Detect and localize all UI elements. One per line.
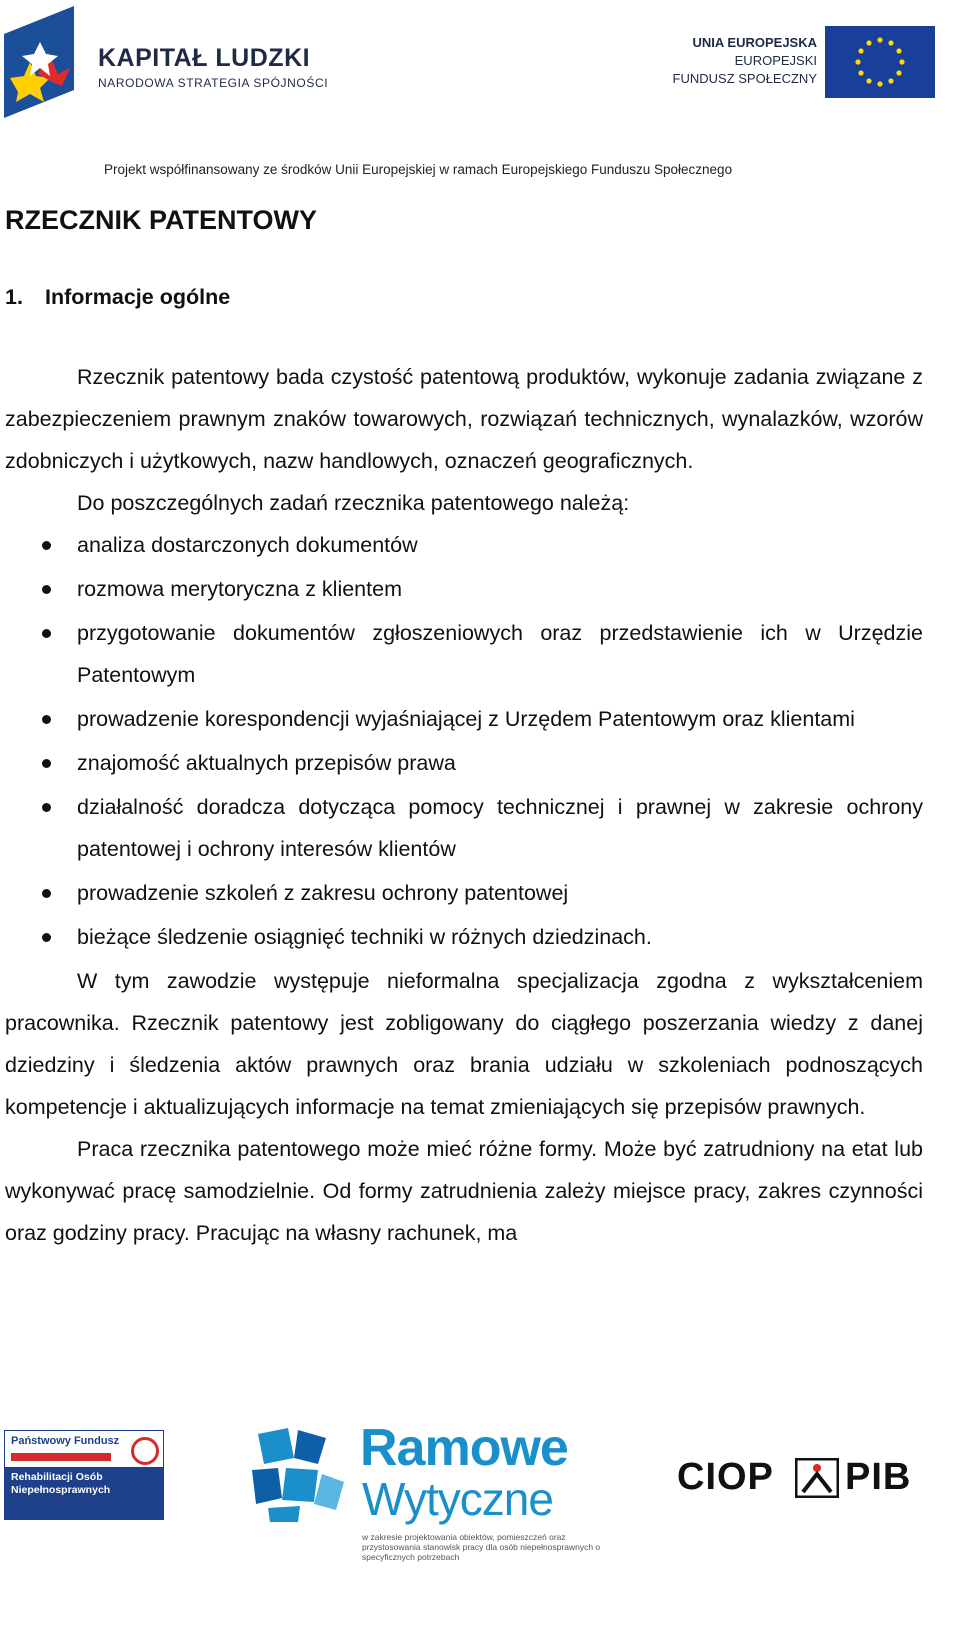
list-item-text: analiza dostarczonych dokumentów bbox=[77, 533, 418, 557]
list-item bbox=[5, 742, 923, 784]
bullet-icon bbox=[42, 541, 51, 550]
pfron-lines bbox=[11, 1471, 110, 1497]
list-item-text: przygotowanie dokumentów zgłoszeniowych oraz przedstawienie ich w Urzędzie Patentowym bbox=[77, 621, 923, 687]
list-item bbox=[5, 872, 923, 914]
kapital-ludzki-subtitle: NARODOWA STRATEGIA SPÓJNOŚCI bbox=[98, 76, 329, 90]
list-item bbox=[5, 916, 923, 958]
bullet-icon bbox=[42, 933, 51, 942]
pfron-logo bbox=[4, 1430, 164, 1520]
kapital-ludzki-logo bbox=[4, 6, 84, 118]
eu-label-line2: EUROPEJSKI bbox=[734, 53, 817, 68]
bullet-icon bbox=[42, 889, 51, 898]
list-item bbox=[5, 568, 923, 610]
list-item bbox=[5, 612, 923, 696]
pfron-line2: Rehabilitacji Osób bbox=[11, 1471, 103, 1483]
bullet-icon bbox=[42, 585, 51, 594]
bullet-icon bbox=[42, 759, 51, 768]
paragraph-work-forms: Praca rzecznika patentowego może mieć różne formy. Może być zatrudniony na etat lub wykonywać pracę samodzielnie. Od formy zatrudnienia zależy miejsce pracy, zakres czynności oraz godziny pracy. Pracując na własny rachunek, ma bbox=[5, 1137, 923, 1245]
page-header bbox=[0, 0, 960, 185]
list-item bbox=[5, 698, 923, 740]
paragraph-description: Rzecznik patentowy bada czystość patentową produktów, wykonuje zadania związane z zabezpieczeniem prawnym znaków towarowych, rozwiązań technicznych, wynalazków, wzorów zdobniczych i użytkowych, nazw handlowych, oznaczeń geograficznych. bbox=[5, 365, 923, 473]
section-number: 1. bbox=[5, 285, 23, 309]
list-item bbox=[5, 786, 923, 870]
bullet-icon bbox=[42, 715, 51, 724]
ciop-text: CIOP bbox=[677, 1456, 774, 1498]
pfron-line3: Niepełnosprawnych bbox=[11, 1484, 111, 1496]
eu-label bbox=[673, 34, 817, 88]
ramowe-subtitle: w zakresie projektowania obiektów, pomieszczeń oraz przystosowania stanowisk pracy dla osób niepełnosprawnych o specyficznych potrzebach bbox=[362, 1532, 601, 1562]
pfron-line1: Państwowy Fundusz bbox=[11, 1435, 120, 1447]
list-item-text: prowadzenie korespondencji wyjaśniającej z Urzędem Patentowym oraz klientami bbox=[77, 707, 855, 731]
ciop-person-icon bbox=[795, 1458, 839, 1498]
ramowe-title: Ramowe bbox=[360, 1419, 568, 1477]
list-item-text: rozmowa merytoryczna z klientem bbox=[77, 577, 402, 601]
pfron-red-stripe bbox=[11, 1453, 111, 1461]
eu-label-line1: UNIA EUROPEJSKA bbox=[692, 35, 817, 50]
document-title: RZECZNIK PATENTOWY bbox=[5, 205, 317, 235]
ramowe-wytyczne-icon bbox=[248, 1424, 348, 1524]
document-body bbox=[5, 198, 923, 1254]
paragraph-specialization: W tym zawodzie występuje nieformalna specjalizacja zgodna z wykształceniem pracownika. Rzecznik patentowy jest zobligowany do ciągłego poszerzania wiedzy z danej dziedziny i śledzenia aktów prawnych oraz brania udziału w szkoleniach podnoszących kompetencje i aktualizujących informacje na temat zmieniających się przepisów prawnych. bbox=[5, 969, 923, 1119]
wytyczne-title: Wytyczne bbox=[362, 1473, 553, 1525]
pfron-circle-icon bbox=[131, 1437, 159, 1465]
list-item-text: prowadzenie szkoleń z zakresu ochrony patentowej bbox=[77, 881, 569, 905]
paragraph-duties-intro: Do poszczególnych zadań rzecznika patentowego należą: bbox=[77, 491, 630, 515]
bullet-icon bbox=[42, 629, 51, 638]
eu-flag-icon bbox=[825, 26, 935, 98]
list-item bbox=[5, 524, 923, 566]
page-footer bbox=[0, 1420, 960, 1628]
cofinancing-note: Projekt współfinansowany ze środków Unii Europejskiej w ramach Europejskiego Funduszu Społecznego bbox=[104, 162, 733, 177]
duties-list bbox=[5, 524, 923, 958]
list-item-text: bieżące śledzenie osiągnięć techniki w różnych dziedzinach. bbox=[77, 925, 652, 949]
list-item-text: znajomość aktualnych przepisów prawa bbox=[77, 751, 456, 775]
pib-text: PIB bbox=[845, 1456, 912, 1498]
kapital-ludzki-title: KAPITAŁ LUDZKI bbox=[98, 44, 311, 72]
eu-label-line3: FUNDUSZ SPOŁECZNY bbox=[672, 71, 817, 86]
section-heading bbox=[5, 280, 923, 314]
bullet-icon bbox=[42, 803, 51, 812]
list-item-text: działalność doradcza dotycząca pomocy technicznej i prawnej w zakresie ochrony patentowej i ochrony interesów klientów bbox=[77, 795, 923, 861]
section-title: Informacje ogólne bbox=[45, 285, 231, 309]
